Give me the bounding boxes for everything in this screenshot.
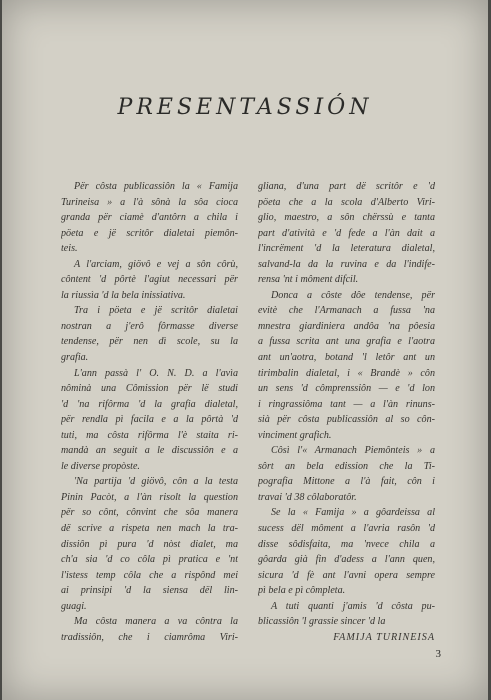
text-line: a fussa scrita ant una grafia e l'aotra [258,336,435,348]
text-line: nôminà una Cômission për lë studi [61,383,238,395]
text-line: L'ann passà l' O. N. D. a l'avìa [74,367,238,379]
text-line: vinciment grafich. [258,429,332,441]
text-line: për rendla pì facila e a la pôrtà 'd [61,414,238,426]
text-line: dissiôn pì pura 'd nòst dialet, ma [61,538,238,550]
text-line: granda për ciamè d'antôrn a chila i [61,212,238,224]
text-line: Për côsta publicassiôn la « Famija [74,181,238,192]
text-line: për so cônt, cônvint che sôa manera [61,507,238,519]
text-line: part d'atività e 'd fede a l'àn dait a [258,227,435,239]
text-line: pöeta che a la scola d'Alberto Viri- [258,196,435,208]
right-text-column [258,179,435,645]
text-line: ch'a sia 'd co côla pì pratica e 'nt [61,554,238,566]
text-line: l'istess temp côla che a rispônd mei [61,569,238,581]
text-line: tirimbalin dialetal, i « Brandè » côn [258,367,435,379]
text-line: l'incrëment 'd la leteratura dialetal, [258,243,435,255]
text-line: pì bela e pì cômpleta. [258,585,346,597]
text-line: 'Na partija 'd giövô, côn a la testa [74,476,238,488]
text-line: Tra i pöeta e jë scritôr dialetai [74,305,238,317]
text-line: tradissiôn, che i ciamrôma Viri- [61,631,238,643]
text-line: Côsì l'« Armanach Piemônteis » a [271,445,435,457]
text-line: pografia Mittone a l'à fait, côn i [258,476,435,488]
text-line: un sens 'd cômprenssiôn — e 'd lon [258,383,435,395]
text-line: dë scrive a rispeta nen mach la tra- [61,523,238,535]
text-line: ant un'aotra, botand 'l letôr ant un [258,352,435,364]
text-line: gliana, d'una part dë scritôr e 'd [258,181,435,192]
text-line: teis. [61,243,78,255]
text-line: evitè che l'Armanach a fussa 'na [258,305,435,317]
text-line: sucess dël môment a l'avria rasôn 'd [258,523,435,535]
text-line: Ma côsta manera a va côntra la [74,616,238,628]
text-line: Donca a côste dôe tendense, për [271,289,435,301]
left-text-column [61,179,238,645]
text-line: disse sôdisfaita, ma 'nvece chila a [258,538,435,550]
text-line: Pinin Pacòt, a l'àn risolt la question [61,491,238,503]
text-line: la riussìa 'd la bela inissiativa. [61,289,186,301]
book-page [2,0,488,700]
text-line: mnestra giardiniera andôa 'na pôesia [258,320,435,332]
page-number: 3 [435,648,441,660]
text-line: ai prinsipi 'd la siensa dël lin- [61,585,238,597]
text-line: le diverse propòste. [61,460,140,472]
text-line: guagi. [61,600,87,612]
text-line: 'd 'na rifôrma 'd la grafia dialetal, [61,398,238,410]
text-line: tuti, ma côsta rifôrma l'è staita ri- [61,429,238,441]
text-line: tendense, për nen dì scole, su la [61,336,238,348]
text-line: blicassiôn 'l grassie sincer 'd la [258,616,386,628]
text-line: côntent 'd pôrtè l'agiut necessari për [61,274,238,286]
text-line: A l'arciam, giövô e vej a sôn côrù, [74,258,238,270]
text-line: sôrt an bela edission che la Ti- [258,460,435,472]
text-line: salvand-la da la ruvina e da l'indife- [258,258,435,270]
text-line: A tuti quanti j'amis 'd côsta pu- [271,600,435,612]
text-line: grafia. [61,352,89,364]
text-line: travai 'd 38 côlaboratôr. [258,491,357,503]
text-line: gôarda già fin d'adess a l'ann quen, [258,554,435,566]
text-line: sià për côsta publicassiôn al so côn- [258,414,435,426]
text-line: pöeta e jë scritôr dialetai piemôn- [61,227,238,239]
text-line: glio, maestro, a sôn chërssù e tanta [258,212,435,224]
text-line: Turineisa » a l'à sônà la sôa cioca [61,196,238,208]
page-title: PRESENTASSIÓN [117,95,373,120]
text-line: Se la « Famija » a gôardeissa al [271,507,435,519]
text-line: mandà an seguit a le discussiôn e a [61,445,238,457]
text-line: i ringrassiôma tant — a l'àn rinuns- [258,398,435,410]
text-line: rensa 'nt i môment difcil. [258,274,359,286]
signature-line: FAMIJA TURINEISA [333,631,435,643]
text-line: sicura 'd fè ant l'avni opera sempre [258,569,435,581]
text-line: nostran a j'erô fôrmasse diverse [61,320,238,332]
